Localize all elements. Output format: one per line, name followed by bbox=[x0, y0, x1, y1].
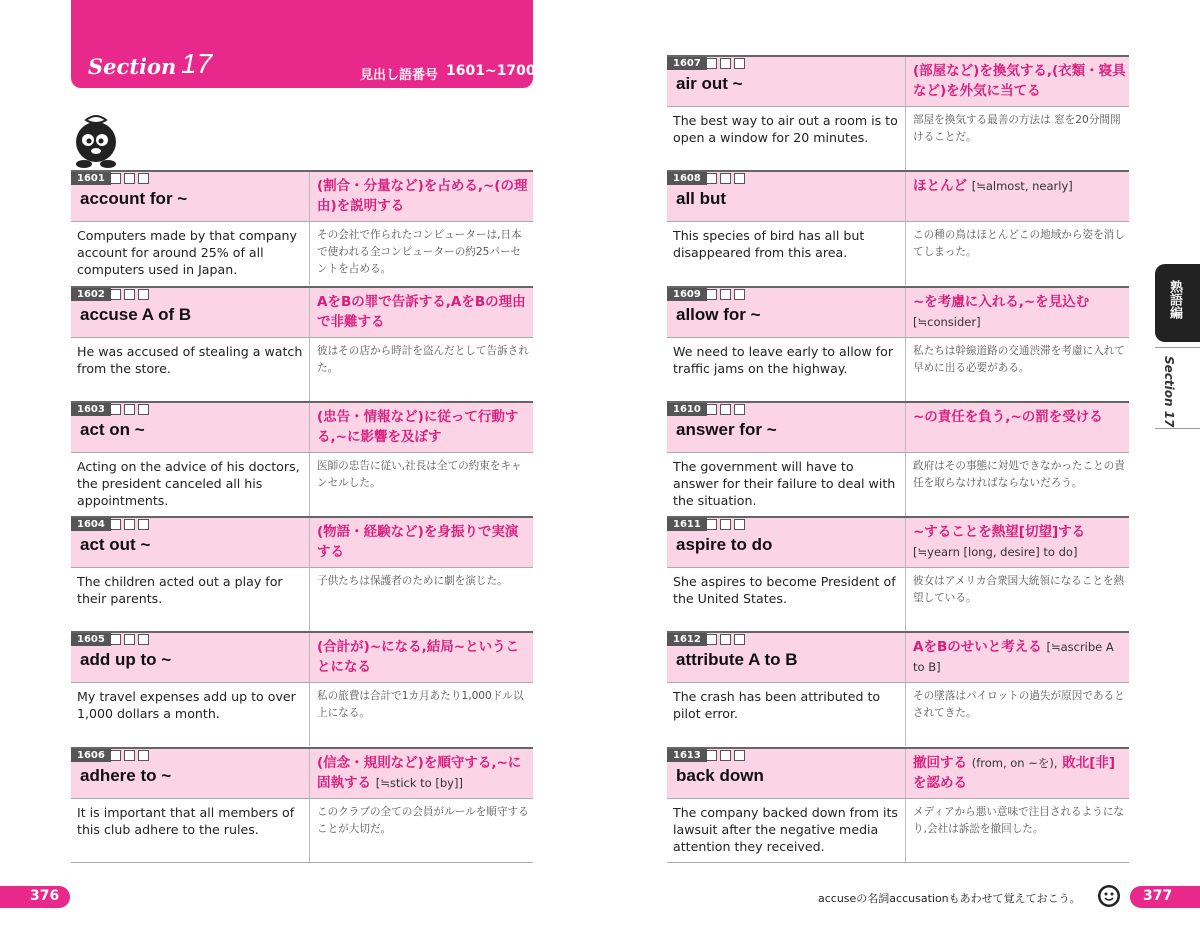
meaning-text: (部屋など)を換気する,(衣類・寝具など)を外気に当てる bbox=[913, 63, 1126, 99]
headword: allow for ~ bbox=[676, 305, 761, 324]
review-checkbox[interactable] bbox=[110, 404, 121, 415]
entry-mid-rule bbox=[71, 337, 533, 338]
column-divider bbox=[309, 403, 310, 516]
meaning bbox=[317, 292, 531, 332]
example-sentence: Computers made by that company account for around 25% of all computers used in Japan. bbox=[77, 228, 297, 277]
review-checkbox[interactable] bbox=[720, 173, 731, 184]
vocab-entry bbox=[667, 516, 1129, 631]
meaning bbox=[913, 637, 1127, 677]
meaning-text: (割合・分量など)を占める,~(の理由)を説明する bbox=[317, 178, 528, 214]
meaning-text: ~を考慮に入れる,~を見込む bbox=[913, 294, 1090, 310]
review-checkbox[interactable] bbox=[138, 750, 149, 761]
example-translation: 部屋を換気する最善の方法は 窓を20分間開けることだ。 bbox=[913, 114, 1121, 143]
meaning-text: ~することを熱望[切望]する bbox=[913, 524, 1086, 540]
example-sentence: The government will have to answer for their failure to deal with the situation. bbox=[673, 459, 896, 508]
entry-mid-rule bbox=[71, 452, 533, 453]
entry-mid-rule bbox=[71, 567, 533, 568]
meaning-note: [≒almost, nearly] bbox=[971, 179, 1073, 193]
headword: air out ~ bbox=[676, 74, 743, 93]
entry-number: 1601 bbox=[71, 172, 111, 185]
review-checkbox[interactable] bbox=[124, 173, 135, 184]
example-translation: 子供たちは保護者のために劇を演じた。 bbox=[317, 575, 508, 587]
meaning-note: (from, on ~を), bbox=[971, 756, 1058, 770]
review-checkbox[interactable] bbox=[734, 750, 745, 761]
column-divider bbox=[309, 172, 310, 285]
review-checkbox[interactable] bbox=[734, 173, 745, 184]
column-divider bbox=[309, 749, 310, 862]
review-checkbox[interactable] bbox=[138, 519, 149, 530]
example-translation: 私の旅費は合計で1カ月あたり1,000ドル以上になる。 bbox=[317, 690, 524, 719]
meaning bbox=[913, 407, 1127, 427]
meaning-text: (忠告・情報など)に従って行動する,~に影響を及ぼす bbox=[317, 409, 519, 445]
entry-mid-rule bbox=[71, 682, 533, 683]
review-checkbox[interactable] bbox=[138, 404, 149, 415]
review-checkbox[interactable] bbox=[138, 289, 149, 300]
column-divider bbox=[905, 172, 906, 285]
headword: all but bbox=[676, 189, 727, 208]
entry-number: 1606 bbox=[71, 749, 111, 762]
review-checkbox[interactable] bbox=[124, 634, 135, 645]
headword: aspire to do bbox=[676, 535, 773, 554]
divider bbox=[1155, 428, 1200, 429]
entry-bottom-rule bbox=[71, 862, 533, 863]
entry-number: 1608 bbox=[667, 172, 707, 185]
entry-mid-rule bbox=[667, 452, 1129, 453]
page-number-left: 376 bbox=[30, 888, 60, 904]
meaning-text: (物語・経験など)を身振りで実演する bbox=[317, 524, 519, 560]
review-checkbox[interactable] bbox=[734, 289, 745, 300]
review-checkbox[interactable] bbox=[720, 289, 731, 300]
review-checkbox[interactable] bbox=[110, 173, 121, 184]
vocab-entry bbox=[667, 286, 1129, 401]
review-checkbox[interactable] bbox=[124, 519, 135, 530]
review-checkbox[interactable] bbox=[720, 634, 731, 645]
example-translation: 政府はその事態に対処できなかったことの責任を取らなければならないだろう。 bbox=[913, 460, 1125, 489]
example-sentence: He was accused of stealing a watch from the store. bbox=[77, 344, 303, 376]
entry-mid-rule bbox=[71, 798, 533, 799]
review-checkbox[interactable] bbox=[124, 289, 135, 300]
entry-number: 1602 bbox=[71, 288, 111, 301]
headword: answer for ~ bbox=[676, 420, 777, 439]
column-divider bbox=[905, 633, 906, 746]
review-checkbox[interactable] bbox=[110, 634, 121, 645]
review-checkbox[interactable] bbox=[138, 634, 149, 645]
entry-mid-rule bbox=[667, 337, 1129, 338]
example-translation: 医師の忠告に従い,社長は全ての約束をキャンセルした。 bbox=[317, 460, 522, 489]
vocab-entry bbox=[667, 401, 1129, 516]
column-divider bbox=[309, 288, 310, 401]
meaning-text: ほとんど bbox=[913, 178, 967, 194]
meaning-text: AをBの罪で告訴する,AをBの理由で非難する bbox=[317, 294, 526, 330]
review-checkbox[interactable] bbox=[734, 58, 745, 69]
column-divider bbox=[905, 749, 906, 862]
example-sentence: The crash has been attributed to pilot error. bbox=[673, 689, 881, 721]
meaning-text: 撤回する bbox=[913, 755, 967, 771]
example-translation: 彼はその店から時計を盗んだとして告訴された。 bbox=[317, 345, 529, 374]
entry-number: 1612 bbox=[667, 633, 707, 646]
entry-mid-rule bbox=[667, 798, 1129, 799]
column-divider bbox=[309, 518, 310, 631]
meaning bbox=[317, 407, 531, 447]
column-divider bbox=[309, 633, 310, 746]
meaning-note: [≒yearn [long, desire] to do] bbox=[913, 545, 1078, 559]
column-divider bbox=[905, 57, 906, 170]
example-sentence: She aspires to become President of the United States. bbox=[673, 574, 896, 606]
meaning bbox=[913, 176, 1127, 196]
review-checkbox[interactable] bbox=[720, 58, 731, 69]
meaning-text: AをBのせいと考える bbox=[913, 639, 1042, 655]
vocab-entry bbox=[71, 286, 533, 401]
meaning-text: ~の責任を負う,~の罰を受ける bbox=[913, 409, 1103, 425]
example-sentence: It is important that all members of this club adhere to the rules. bbox=[77, 805, 295, 837]
entry-mid-rule bbox=[667, 682, 1129, 683]
meaning bbox=[913, 292, 1127, 332]
review-checkbox[interactable] bbox=[706, 404, 717, 415]
review-checkbox[interactable] bbox=[110, 289, 121, 300]
review-checkbox[interactable] bbox=[138, 173, 149, 184]
example-sentence: My travel expenses add up to over 1,000 dollars a month. bbox=[77, 689, 296, 721]
vocab-entry bbox=[71, 631, 533, 746]
vocab-entry bbox=[667, 55, 1129, 170]
meaning-note: [≒stick to [by]] bbox=[375, 776, 463, 790]
review-checkbox[interactable] bbox=[706, 289, 717, 300]
headword-range-label: 見出し語番号 bbox=[360, 68, 439, 83]
entry-number: 1611 bbox=[667, 518, 707, 531]
review-checkbox[interactable] bbox=[706, 519, 717, 530]
review-checkbox[interactable] bbox=[110, 519, 121, 530]
example-sentence: We need to leave early to allow for traffic jams on the highway. bbox=[673, 344, 894, 376]
review-checkbox[interactable] bbox=[720, 750, 731, 761]
meaning-note: [≒consider] bbox=[913, 315, 981, 329]
footer-note: accuseの名詞accusationもあわせて覚えておこう。 bbox=[818, 892, 1081, 905]
example-translation: この種の鳥はほとんどこの地域から姿を消してしまった。 bbox=[913, 229, 1125, 258]
headword: add up to ~ bbox=[80, 650, 172, 669]
category-tab-label: 熟語編 bbox=[1167, 280, 1182, 319]
entry-mid-rule bbox=[71, 221, 533, 222]
review-checkbox[interactable] bbox=[720, 404, 731, 415]
headword: accuse A of B bbox=[80, 305, 192, 324]
example-translation: このクラブの全ての会員がルールを順守することが大切だ。 bbox=[317, 806, 529, 835]
vocab-entry bbox=[71, 516, 533, 631]
column-divider bbox=[905, 518, 906, 631]
page-number-right: 377 bbox=[1143, 888, 1173, 904]
entry-number: 1605 bbox=[71, 633, 111, 646]
entry-number: 1607 bbox=[667, 57, 707, 70]
vocab-entry bbox=[71, 170, 533, 285]
review-checkbox[interactable] bbox=[706, 634, 717, 645]
entry-number: 1610 bbox=[667, 403, 707, 416]
meaning bbox=[317, 753, 531, 793]
meaning bbox=[317, 522, 531, 562]
review-checkbox[interactable] bbox=[734, 634, 745, 645]
headword: attribute A to B bbox=[676, 650, 798, 669]
example-translation: メディアから悪い意味で注目されるようになり,会社は訴訟を撤回した。 bbox=[913, 806, 1125, 835]
headword: back down bbox=[676, 766, 764, 785]
example-sentence: The company backed down from its lawsuit after the negative media attention they received. bbox=[673, 805, 898, 854]
example-sentence: This species of bird has all but disappeared from this area. bbox=[673, 228, 865, 260]
entry-mid-rule bbox=[667, 567, 1129, 568]
entry-number: 1604 bbox=[71, 518, 111, 531]
right-column bbox=[667, 0, 1129, 933]
meaning bbox=[913, 61, 1127, 101]
column-divider bbox=[905, 403, 906, 516]
review-checkbox[interactable] bbox=[734, 404, 745, 415]
headword: act out ~ bbox=[80, 535, 151, 554]
meaning-text-secondary: 敗北[非]を認める bbox=[913, 755, 1116, 791]
entry-bottom-rule bbox=[667, 862, 1129, 863]
meaning bbox=[913, 522, 1127, 562]
example-translation: 彼女はアメリカ合衆国大統領になることを熱望している。 bbox=[913, 575, 1125, 604]
meaning bbox=[317, 637, 531, 677]
review-checkbox[interactable] bbox=[706, 173, 717, 184]
example-sentence: Acting on the advice of his doctors, the president canceled all his appointments. bbox=[77, 459, 300, 508]
smiley-icon bbox=[1097, 884, 1121, 908]
vocab-entry bbox=[667, 631, 1129, 746]
meaning bbox=[913, 753, 1127, 793]
review-checkbox[interactable] bbox=[706, 58, 717, 69]
vocab-entry bbox=[667, 170, 1129, 285]
divider bbox=[1155, 347, 1200, 348]
headword-range-numbers: 1601~1700 bbox=[446, 63, 536, 79]
meaning bbox=[317, 176, 531, 216]
section-number: 17 bbox=[181, 48, 213, 79]
review-checkbox[interactable] bbox=[720, 519, 731, 530]
column-divider bbox=[905, 288, 906, 401]
vocab-entry bbox=[667, 747, 1129, 862]
review-checkbox[interactable] bbox=[124, 750, 135, 761]
side-section-label: Section 17 bbox=[1162, 356, 1176, 428]
entry-mid-rule bbox=[667, 221, 1129, 222]
example-translation: その会社で作られたコンピューターは,日本で使われる全コンピューターの約25パーセントを占める。 bbox=[317, 229, 522, 275]
review-checkbox[interactable] bbox=[706, 750, 717, 761]
example-sentence: The children acted out a play for their parents. bbox=[77, 574, 283, 606]
meaning-text: (信念・規則など)を順守する,~に固執する bbox=[317, 755, 522, 791]
section-label: Section bbox=[88, 54, 177, 79]
example-translation: 私たちは幹線道路の交通渋滞を考慮に入れて早めに出る必要がある。 bbox=[913, 345, 1125, 374]
example-sentence: The best way to air out a room is to open a window for 20 minutes. bbox=[673, 113, 898, 145]
entry-mid-rule bbox=[667, 106, 1129, 107]
meaning-text: (合計が)~になる,結局~ということになる bbox=[317, 639, 520, 675]
entry-number: 1609 bbox=[667, 288, 707, 301]
review-checkbox[interactable] bbox=[124, 404, 135, 415]
review-checkbox[interactable] bbox=[734, 519, 745, 530]
example-translation: その墜落はパイロットの過失が原因であるとされてきた。 bbox=[913, 690, 1125, 719]
vocab-entry bbox=[71, 747, 533, 862]
headword: adhere to ~ bbox=[80, 766, 172, 785]
entry-number: 1613 bbox=[667, 749, 707, 762]
vocab-entry bbox=[71, 401, 533, 516]
review-checkbox[interactable] bbox=[110, 750, 121, 761]
entry-number: 1603 bbox=[71, 403, 111, 416]
headword: act on ~ bbox=[80, 420, 145, 439]
meaning-note: [≒ascribe A to B] bbox=[913, 640, 1114, 674]
left-column bbox=[71, 0, 533, 933]
headword: account for ~ bbox=[80, 189, 188, 208]
